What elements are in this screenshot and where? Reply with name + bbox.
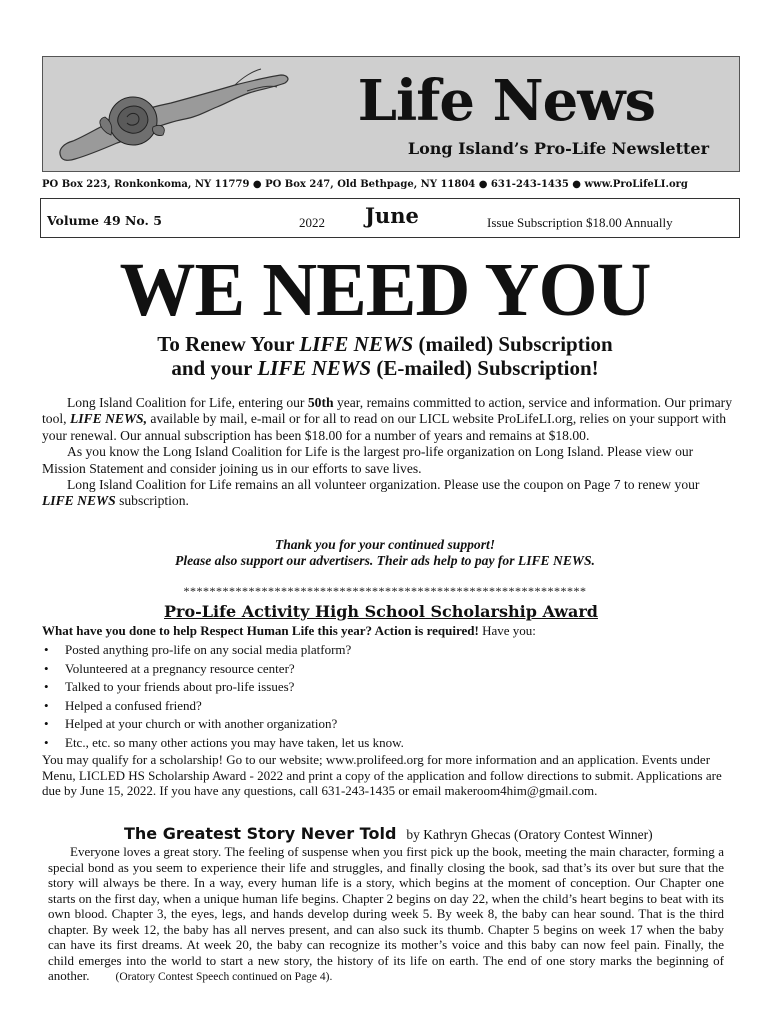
intro-paragraph-1: Long Island Coalition for Life, entering our 50th year, remains committed to action, service and information. Our primary tool, LIFE NEWS, available by mail, e-mail or for all to read on our LICL website ProLifeLI.org, relies on your support with your renewal. Our annual subscription has been $18.00 for a number of years and remains at $18.00. xyxy=(42,395,733,443)
story-header xyxy=(124,824,653,844)
story-paragraph: Everyone loves a great story. The feeling of suspense when you first pick up the book, meeting the main character, forming a special bond as you seem to experience their life and struggles, and finally closing the book, sad that’s its over but sure that the story will always be there. In a way, every human life is a story, which begins at the moment of conception. Our Chapter one starts on the first day, when a unique human life begins. Chapter 2 begins on day 22, when the child’s heart begins to beat with its own blood. Chapter 3, the eyes, legs, and hands develop during week 5. By week 8, the baby can hear sound. That is the third chapter. By week 12, the baby has all nerves present, and can also suck its thumb. Chapter 5 begins on week 17 when the baby can have its first dreams. At week 20, the baby can recognize its mother’s voice and this baby can now feel pain. Finally, the child emerges into the world to start a new story, the history of its life on earth. The end of one story marks the beginning of another. xyxy=(48,844,724,983)
issue-bar xyxy=(40,198,740,238)
list-item: • Helped at your church or with another organization? xyxy=(42,715,404,734)
thanks-line-2: Please also support our advertisers. Their ads help to pay for LIFE NEWS. xyxy=(175,553,595,568)
story-text xyxy=(48,844,724,986)
masthead xyxy=(42,56,740,172)
intro-paragraph-3: Long Island Coalition for Life remains an all volunteer organization. Please use the coupon on Page 7 to renew your LIFE NEWS subscription. xyxy=(42,477,700,509)
subscription-price: Issue Subscription $18.00 Annually xyxy=(487,215,673,230)
long-island-rose-logo xyxy=(47,63,297,167)
issue-month: June xyxy=(365,203,419,228)
issue-year: 2022 xyxy=(299,215,325,230)
scholarship-question: What have you done to help Respect Human Life this year? Action is required! Have you: xyxy=(42,623,536,638)
scholarship-details: You may qualify for a scholarship! Go to our website; www.prolifeed.org for more information and an application. Events under Menu, LICLED HS Scholarship Award - 2022 and print a copy of the application and follow directions to submit. Applications are due by June 15, 2022. If you have any questions, call 631-243-1435 or email makeroom4him@gmail.com. xyxy=(42,752,722,799)
continued-note: (Oratory Contest Speech continued on Page 4). xyxy=(115,971,333,983)
thanks-line-1: Thank you for your continued support! xyxy=(274,537,496,552)
newsletter-title: Life News xyxy=(357,68,655,134)
newsletter-subtitle: Long Island’s Pro-Life Newsletter xyxy=(407,139,709,158)
main-headline: WE NEED YOU xyxy=(119,248,651,332)
list-item: • Helped a confused friend? xyxy=(42,697,404,716)
story-byline: by Kathryn Ghecas (Oratory Contest Winner) xyxy=(406,827,653,842)
list-item: • Talked to your friends about pro-life issues? xyxy=(42,678,404,697)
list-item: • Posted anything pro-life on any social media platform? xyxy=(42,641,404,660)
subheadline-line2: and your LIFE NEWS (E-mailed) Subscription! xyxy=(171,356,599,380)
story-title: The Greatest Story Never Told xyxy=(124,824,397,843)
list-item: • Etc., etc. so many other actions you may have taken, let us know. xyxy=(42,734,404,753)
scholarship-heading: Pro-Life Activity High School Scholarship Award xyxy=(164,602,598,621)
intro-paragraph-2: As you know the Long Island Coalition for Life is the largest pro-life organization on Long Island. Please view our Mission Statement and consider joining us in our efforts to save lives. xyxy=(42,444,694,476)
scholarship-bullet-list xyxy=(42,641,404,753)
subheadline-line1: To Renew Your LIFE NEWS (mailed) Subscription xyxy=(157,332,613,356)
volume-number: Volume 49 No. 5 xyxy=(47,213,162,228)
list-item: • Volunteered at a pregnancy resource center? xyxy=(42,660,404,679)
separator: ************************************************************** xyxy=(183,584,587,598)
intro-text xyxy=(42,395,732,510)
address-line: PO Box 223, Ronkonkoma, NY 11779 ● PO Box 247, Old Bethpage, NY 11804 ● 631-243-1435 ● www.ProLifeLI.org xyxy=(42,179,688,190)
